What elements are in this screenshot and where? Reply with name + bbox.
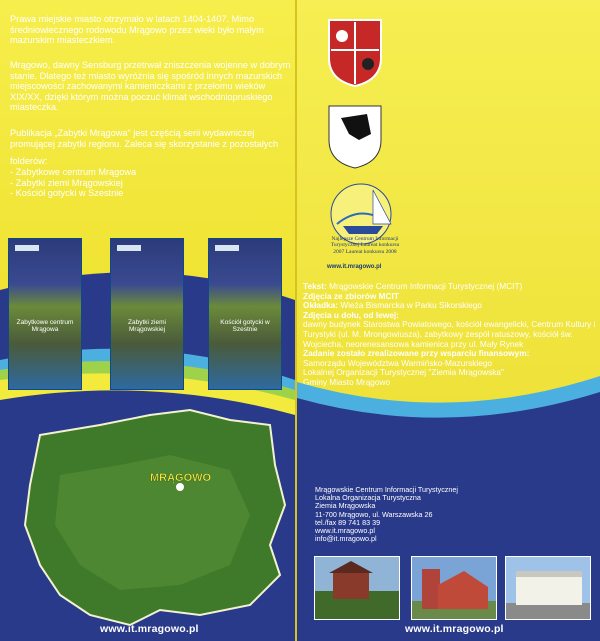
address-line: tel./fax 89 741 83 39 <box>315 517 381 527</box>
location-marker-icon <box>176 483 184 491</box>
text-credit-label: Tekst: <box>303 281 327 291</box>
photo-starostwa <box>314 556 400 620</box>
map-city-label: MRĄGOWO <box>150 472 212 484</box>
brochure-thumbnails <box>0 238 295 388</box>
support-line: Gminy Miasto Mrągowo <box>303 376 391 387</box>
brochure-caption: Kościół gotycki w Szestnie <box>220 319 270 333</box>
photo-centrum <box>505 556 591 620</box>
award-caption: Najlepsze Centrum Informacji Turystycznej Laureat konkursu 2007 Laureat konkursu 2008 <box>330 236 400 255</box>
brochure-thumbnail <box>8 238 82 390</box>
town-crest-icon <box>327 104 383 170</box>
list-item: - Zabytki ziemi Mrągowskiej <box>10 177 123 188</box>
text-credit-value: Mrągowskie Centrum Informacji Turystycznej (MCIT) <box>329 281 523 291</box>
coat-of-arms-icon <box>327 18 383 88</box>
list-item: - Zabytkowe centrum Mrągowa <box>10 167 137 177</box>
history-paragraph: Mrągowo, dawny Sensburg przetrwał zniszczenia wojenne w dobrym stanie. Dlatego też miasto wyróżnia się spośród innych mazurskich miejscowości zachowanymi kamieniczkami z przełomu wieków XIX/XX, dzięki którym można poczuć klimat wschodniopruskiego miasteczka. <box>10 60 291 113</box>
intro-paragraph: Prawa miejskie miasto otrzymało w latach 1404-1407. Mimo średniowiecznego rodowodu Mrągowo przez wieki było małym mazurskim miasteczkiem. <box>10 14 264 46</box>
folders-heading: folderów: <box>10 156 48 166</box>
address-line[interactable]: info@it.mragowo.pl <box>315 534 377 544</box>
support-line: Samorządu Województwa Warmińsko-Mazurskiego <box>303 357 493 368</box>
cover-label: Okładka: <box>303 300 339 311</box>
photos-credit: Zdjęcia ze zbiorów MCIT <box>303 290 399 301</box>
photos-order-label: Zdjęcia u dołu, od lewej: <box>303 309 399 320</box>
brochure-caption: Zabytkowe centrum Mrągowa <box>16 319 74 333</box>
photo-kosciol <box>411 556 497 620</box>
address-line: 11-700 Mrągowo, ul. Warszawska 26 <box>315 509 433 519</box>
brochure-caption: Zabytki ziemi Mrągowskiej <box>128 319 166 333</box>
brochure-thumbnail <box>110 238 184 390</box>
photos-order-value: dawny budynek Starostwa Powiatowego, kościół ewangelicki, Centrum Kultury i Turystyki (ul. M. Mrongowiusza), zabytkowy zespół ratuszowy, kościół św. Wojciecha, neorenesansowa kamienica przy ul. Mały Rynek <box>303 319 596 349</box>
credits-block <box>303 282 597 388</box>
award-url: www.it.mragowo.pl <box>327 264 382 270</box>
address-line: Mrągowskie Centrum Informacji Turystycznej <box>315 485 458 494</box>
list-item: - Kościół gotycki w Szestnie <box>10 188 124 199</box>
poland-map <box>0 395 295 641</box>
cover-value: Wieża Bismarcka w Parku Sikorskiego <box>340 300 482 311</box>
right-panel <box>297 0 600 641</box>
flag-icon <box>215 245 239 251</box>
flag-icon <box>117 245 141 251</box>
address-line: Lokalna Organizacja Turystyczna <box>315 493 421 503</box>
contact-address <box>315 486 458 543</box>
support-line: Lokalnej Organizacji Turystycznej "Ziemia Mrągowska" <box>303 367 504 378</box>
flag-icon <box>15 245 39 251</box>
website-url[interactable]: www.it.mragowo.pl <box>100 623 199 635</box>
website-url[interactable]: www.it.mragowo.pl <box>405 623 504 635</box>
publication-paragraph: Publikacja „Zabytki Mrągowa" jest częścią serii wydawniczej promującej zabytki regionu. Zaleca się skorzystanie z pozostałych <box>10 128 279 149</box>
left-panel <box>0 0 295 641</box>
brochure-thumbnail <box>208 238 282 390</box>
address-line[interactable]: www.it.mragowo.pl <box>315 526 375 536</box>
support-label: Zadanie zostało zrealizowane przy wsparciu finansowym: <box>303 348 530 359</box>
folder-list <box>10 167 136 199</box>
address-line: Ziemia Mrągowska <box>315 501 376 511</box>
